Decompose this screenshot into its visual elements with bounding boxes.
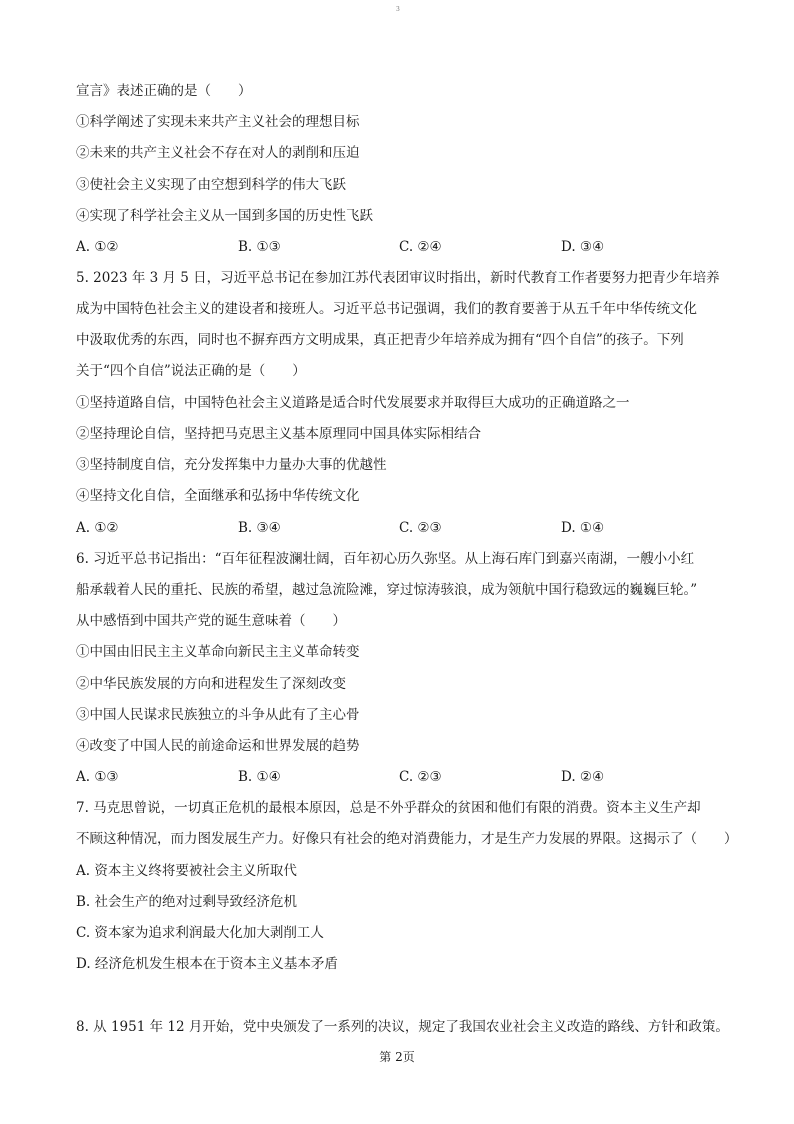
- q5-stem-line-2: 成为中国特色社会主义的建设者和接班人。习近平总书记强调，我们的教育要善于从五千年中华传统文化: [76, 301, 697, 317]
- q5-option-b[interactable]: B. ③④: [238, 520, 281, 536]
- q7-choice-b[interactable]: B. 社会生产的绝对过剩导致经济危机: [76, 894, 298, 910]
- q5-statement-3: ③坚持制度自信，充分发挥集中力量办大事的优越性: [76, 457, 387, 473]
- q7-choice-a[interactable]: A. 资本主义终将要被社会主义所取代: [76, 863, 297, 879]
- q5-statement-1: ①坚持道路自信，中国特色社会主义道路是适合时代发展要求并取得巨大成功的正确道路之一: [76, 395, 630, 411]
- q5-stem-line-3: 中汲取优秀的东西，同时也不摒弃西方文明成果，真正把青少年培养成为拥有“四个自信”的孩子。下列: [76, 332, 684, 348]
- q5-option-a[interactable]: A. ①②: [76, 520, 119, 536]
- q7-choice-c[interactable]: C. 资本家为追求利润最大化加大剥削工人: [76, 925, 324, 941]
- q4-option-d[interactable]: D. ③④: [561, 239, 605, 255]
- q4-statement-2: ②未来的共产主义社会不存在对人的剥削和压迫: [76, 145, 360, 161]
- q6-option-c[interactable]: C. ②③: [399, 769, 442, 785]
- header-mark: 3: [396, 6, 400, 13]
- q6-stem-line-2: 船承载着人民的重托、民族的希望，越过急流险滩，穿过惊涛骇浪，成为领航中国行稳致远的巍巍巨轮。”: [76, 582, 698, 598]
- q7-stem-line-2: 不顾这种情况，而力图发展生产力。好像只有社会的绝对消费能力，才是生产力发展的界限。这揭示了（ ）: [76, 831, 738, 847]
- q4-option-a[interactable]: A. ①②: [76, 239, 119, 255]
- page-number: 第 2页: [379, 1050, 415, 1064]
- q5-option-c[interactable]: C. ②③: [399, 520, 442, 536]
- q6-option-b[interactable]: B. ①④: [238, 769, 281, 785]
- q6-statement-2: ②中华民族发展的方向和进程发生了深刻改变: [76, 676, 346, 692]
- q4-option-b[interactable]: B. ①③: [238, 239, 281, 255]
- q5-stem-line-1: 5. 2023 年 3 月 5 日，习近平总书记在参加江苏代表团审议时指出，新时代教育工作者要努力把青少年培养: [76, 270, 720, 286]
- q4-statement-4: ④实现了科学社会主义从一国到多国的历史性飞跃: [76, 208, 373, 224]
- q5-statement-4: ④坚持文化自信，全面继承和弘扬中华传统文化: [76, 488, 360, 504]
- q6-statement-4: ④改变了中国人民的前途命运和世界发展的趋势: [76, 738, 360, 754]
- q6-stem-line-3: 从中感悟到中国共产党的诞生意味着（ ）: [76, 613, 346, 629]
- q4-statement-3: ③使社会主义实现了由空想到科学的伟大飞跃: [76, 177, 346, 193]
- q7-choice-d[interactable]: D. 经济危机发生根本在于资本主义基本矛盾: [76, 956, 338, 972]
- q6-statement-1: ①中国由旧民主主义革命向新民主主义革命转变: [76, 644, 360, 660]
- q6-option-a[interactable]: A. ①③: [76, 769, 119, 785]
- q5-statement-2: ②坚持理论自信，坚持把马克思主义基本原理同中国具体实际相结合: [76, 426, 481, 442]
- q5-option-d[interactable]: D. ①④: [561, 520, 605, 536]
- q7-stem-line-1: 7. 马克思曾说，一切真正危机的最根本原因，总是不外乎群众的贫困和他们有限的消费。资本主义生产却: [76, 800, 701, 816]
- q5-stem-line-4: 关于“四个自信”说法正确的是（ ）: [76, 363, 306, 379]
- q4-statement-1: ①科学阐述了实现未来共产主义社会的理想目标: [76, 114, 360, 130]
- q8-stem-line-1: 8. 从 1951 年 12 月开始，党中央颁发了一系列的决议，规定了我国农业社会主义改造的路线、方针和政策。: [76, 1019, 729, 1035]
- q6-statement-3: ③中国人民谋求民族独立的斗争从此有了主心骨: [76, 707, 360, 723]
- q6-option-d[interactable]: D. ②④: [561, 769, 605, 785]
- q4-option-c[interactable]: C. ②④: [399, 239, 442, 255]
- q6-stem-line-1: 6. 习近平总书记指出：“百年征程波澜壮阔，百年初心历久弥坚。从上海石库门到嘉兴南湖，一艘小小红: [76, 551, 695, 567]
- q4-stem-tail: 宣言》表述正确的是（ ）: [76, 83, 252, 99]
